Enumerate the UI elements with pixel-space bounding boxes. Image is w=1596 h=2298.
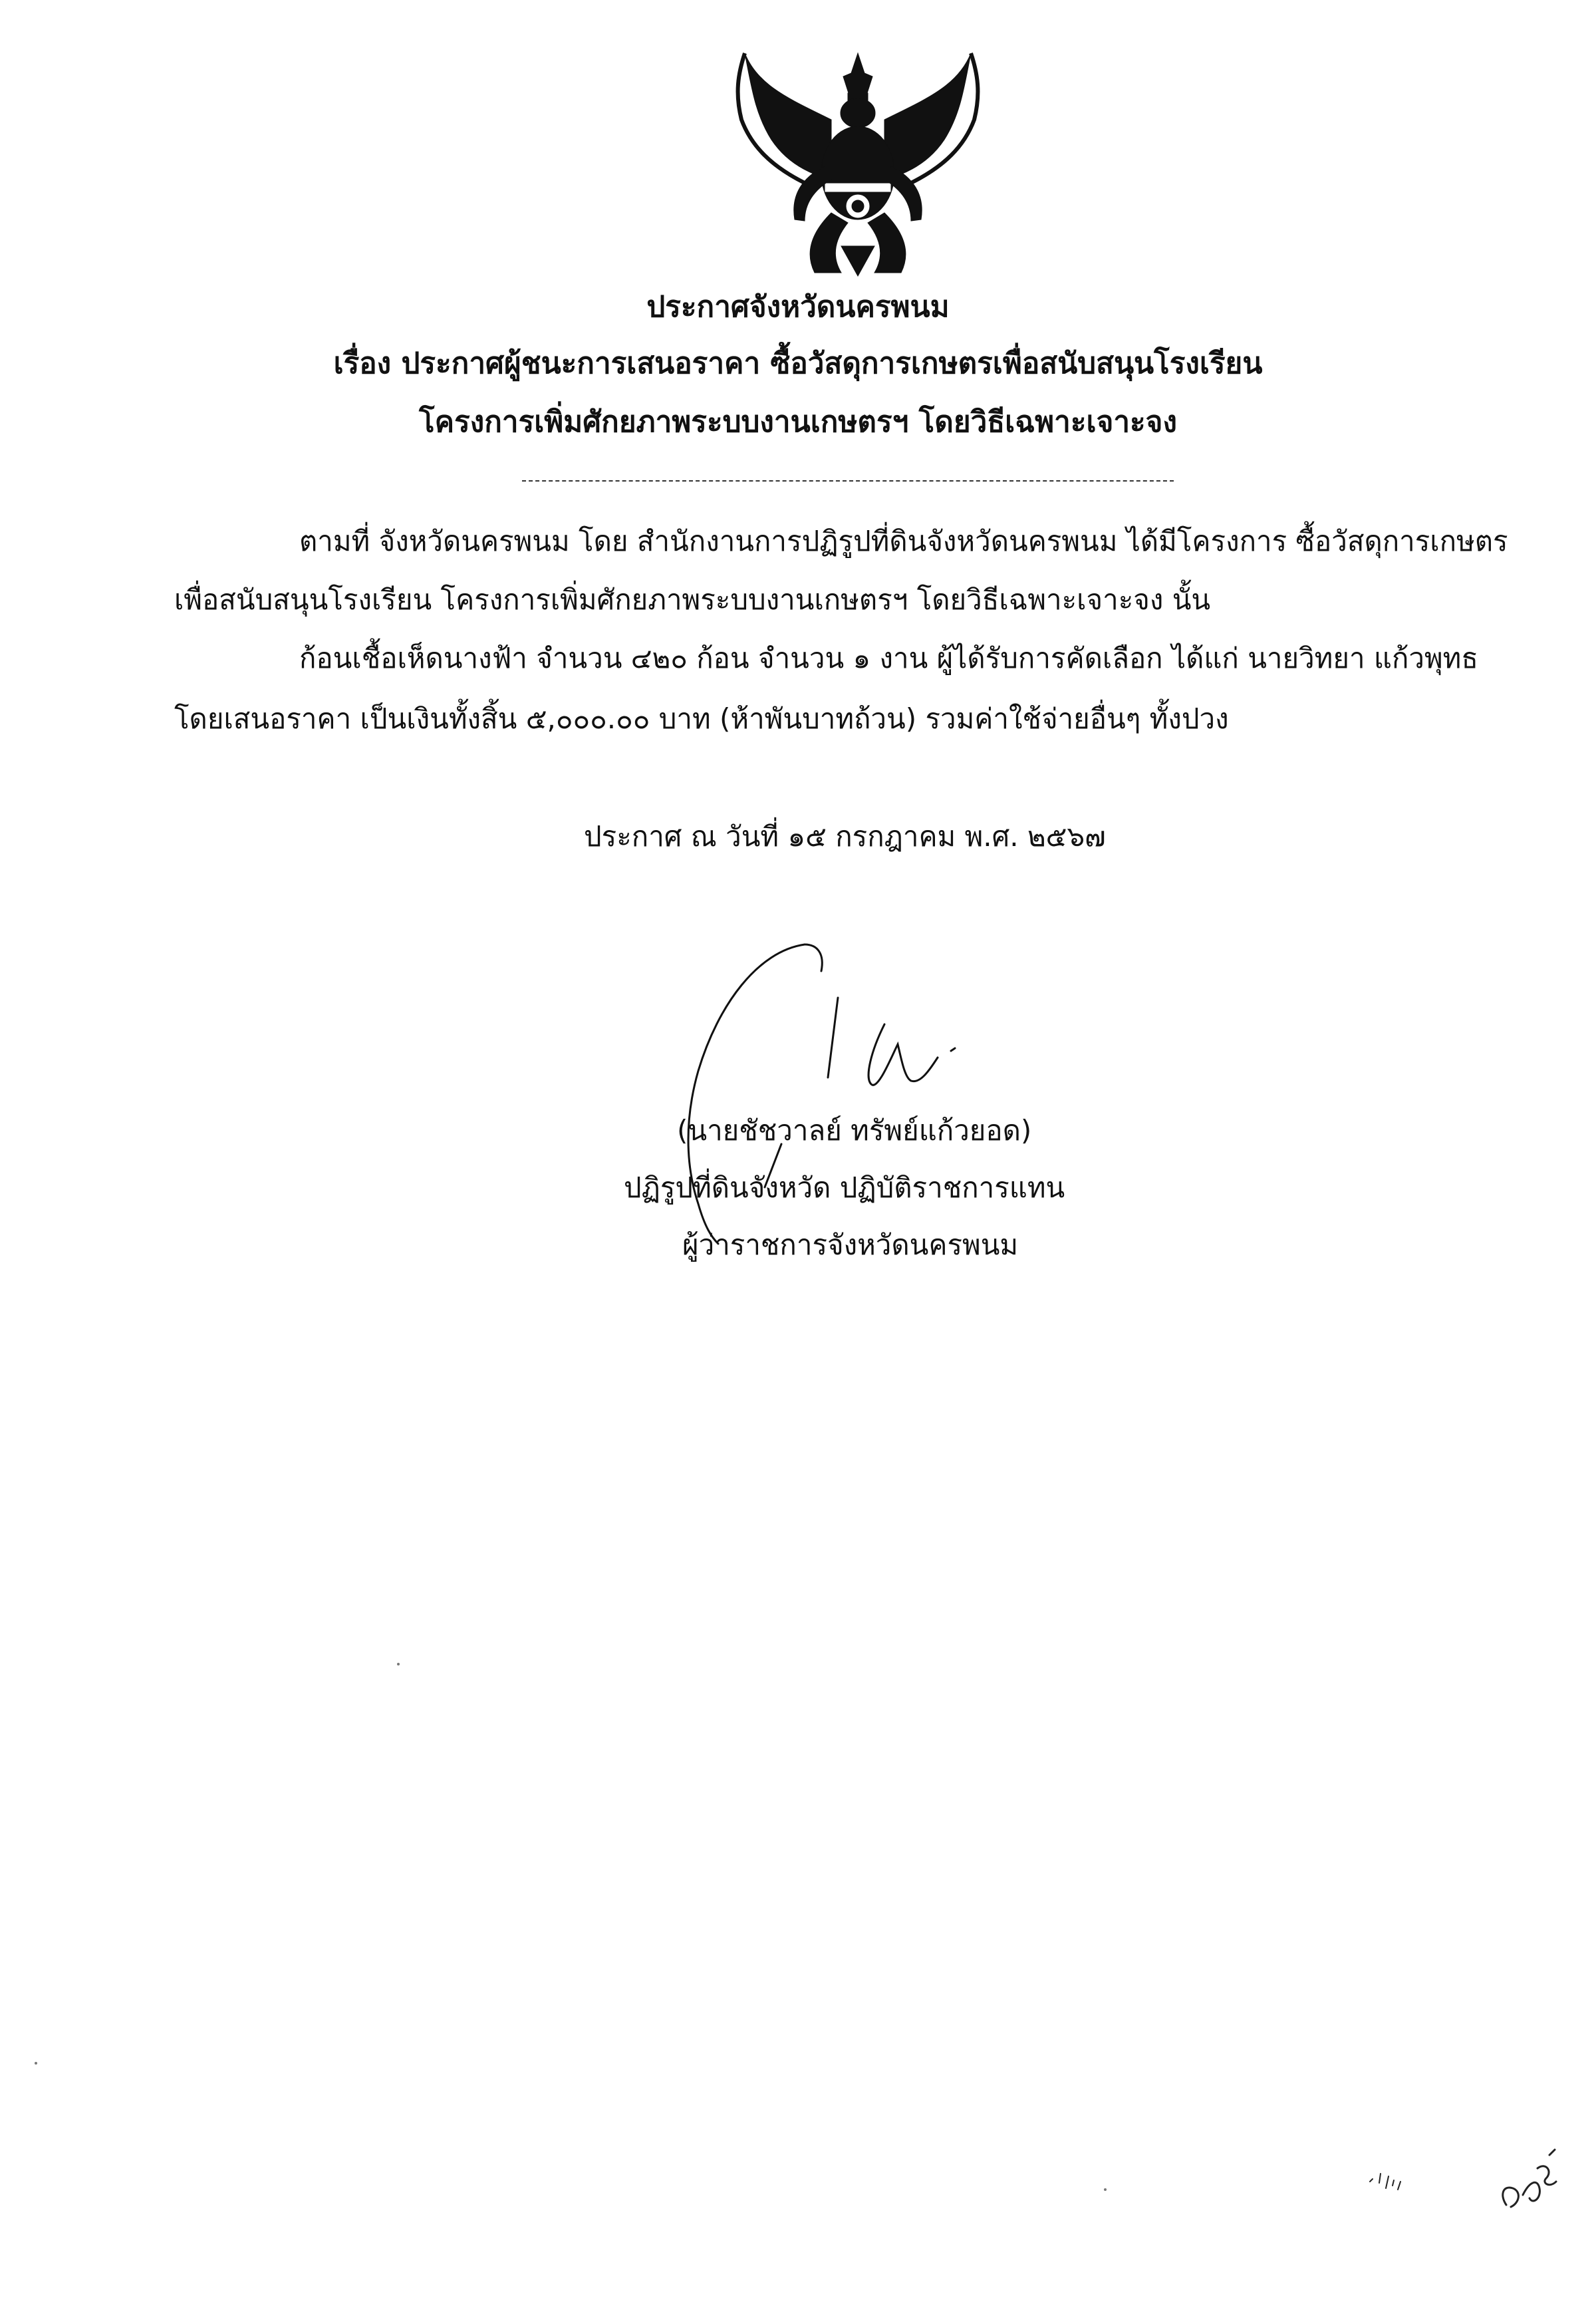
announcement-subject: เรื่อง ประกาศผู้ชนะการเสนอราคา ซื้อวัสดุการเกษตรเพื่อสนับสนุนโรงเรียน xyxy=(333,347,1263,380)
handwritten-page-mark-icon xyxy=(1363,2142,1563,2222)
signatory-position-1: ปฏิรูปที่ดินจังหวัด ปฏิบัติราชการแทน xyxy=(624,1171,1065,1204)
scan-speck xyxy=(35,2062,37,2065)
announcement-subject-project: โครงการเพิ่มศักยภาพระบบงานเกษตรฯ โดยวิธีเฉพาะเจาะจง xyxy=(419,405,1177,439)
body-paragraph-1-line-2: เพื่อสนับสนุนโรงเรียน โครงการเพิ่มศักยภาพระบบงานเกษตรฯ โดยวิธีเฉพาะเจาะจง นั้น xyxy=(174,583,1211,616)
handwritten-signature-icon xyxy=(658,925,971,1257)
signatory-name: (นายชัชวาลย์ ทรัพย์แก้วยอด) xyxy=(677,1114,1032,1147)
body-paragraph-2-line-2: โดยเสนอราคา เป็นเงินทั้งสิ้น ๕,๐๐๐.๐๐ บาท (ห้าพันบาทถ้วน) รวมค่าใช้จ่ายอื่นๆ ทั้งปวง xyxy=(174,702,1229,735)
body-paragraph-2-line-1: ก้อนเชื้อเห็ดนางฟ้า จำนวน ๔๒๐ ก้อน จำนวน ๑ งาน ผู้ได้รับการคัดเลือก ได้แก่ นายวิทยา แก้วพุทธ xyxy=(299,642,1479,674)
body-paragraph-1-line-1: ตามที่ จังหวัดนครพนม โดย สำนักงานการปฏิรูปที่ดินจังหวัดนครพนม ได้มีโครงการ ซื้อวัสดุการเกษตร xyxy=(299,525,1508,557)
announcement-date: ประกาศ ณ วันที่ ๑๕ กรกฎาคม พ.ศ. ๒๕๖๗ xyxy=(584,820,1106,853)
announcement-title: ประกาศจังหวัดนครพนม xyxy=(646,290,950,324)
signatory-position-2: ผู้ว่าราชการจังหวัดนครพนม xyxy=(682,1228,1019,1261)
scan-speck xyxy=(397,1663,400,1665)
title-divider xyxy=(522,480,1174,482)
garuda-emblem-icon xyxy=(732,47,984,279)
scan-speck xyxy=(1104,2188,1107,2191)
